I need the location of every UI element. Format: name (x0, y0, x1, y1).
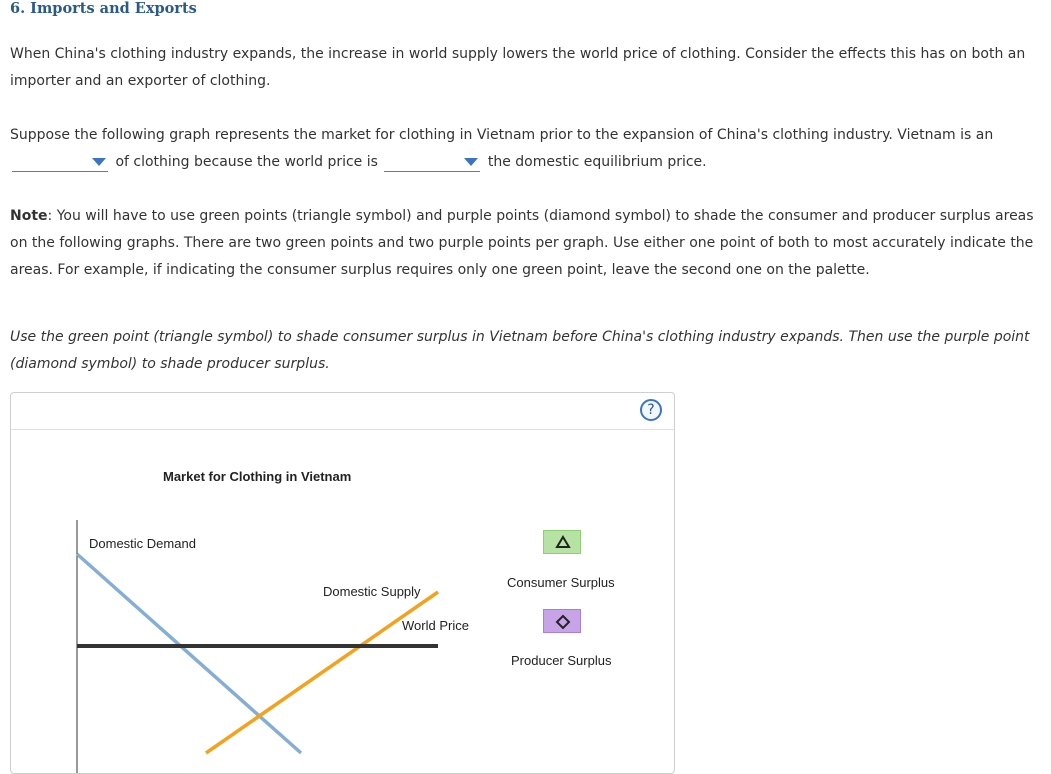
section-heading: 6. Imports and Exports (10, 0, 197, 17)
domestic-demand-curve (77, 554, 301, 753)
chevron-down-icon (92, 158, 106, 166)
chevron-down-icon (464, 158, 478, 166)
graph-panel (10, 392, 675, 774)
intro-paragraph: When China's clothing industry expands, the increase in world supply lowers the world price of clothing. Consider the effects this has on both an importer and an exporter of clothing. (10, 46, 1026, 89)
question-paragraph (10, 122, 1040, 176)
producer-surplus-tool[interactable] (543, 609, 581, 633)
diamond-icon (555, 614, 571, 630)
consumer-surplus-label: Consumer Surplus (507, 575, 615, 590)
importer-exporter-dropdown[interactable] (12, 153, 108, 172)
question-text-1: Suppose the following graph represents the market for clothing in Vietnam prior to the expansion of China's clothing industry. Vietnam is an (10, 127, 994, 143)
question-text-2: of clothing because the world price is (115, 154, 378, 170)
help-icon[interactable]: ? (640, 399, 662, 421)
question-text-3: the domestic equilibrium price. (487, 154, 707, 170)
producer-surplus-label: Producer Surplus (511, 653, 612, 668)
graph-title: Market for Clothing in Vietnam (163, 469, 352, 484)
note-text: : You will have to use green points (triangle symbol) and purple points (diamond symbol) to shade the consumer and producer surplus areas on the following graphs. There are two green points and two purple points per graph. Use either one point of both to most accurately indicate the areas. For example, if indicating the consumer surplus requires only one green point, leave the second one on the palette. (10, 208, 1034, 278)
demand-label: Domestic Demand (89, 536, 196, 551)
price-comparison-dropdown[interactable] (384, 153, 480, 172)
instruction-paragraph: Use the green point (triangle symbol) to shade consumer surplus in Vietnam before China's clothing industry expands. Then use the purple point (diamond symbol) to shade producer surplus. (10, 329, 1030, 372)
note-paragraph (10, 203, 1040, 284)
consumer-surplus-tool[interactable] (543, 530, 581, 554)
triangle-icon (555, 535, 571, 549)
domestic-supply-curve (206, 592, 438, 753)
world-price-label: World Price (402, 618, 469, 633)
note-label: Note (10, 208, 48, 224)
supply-label: Domestic Supply (323, 584, 421, 599)
